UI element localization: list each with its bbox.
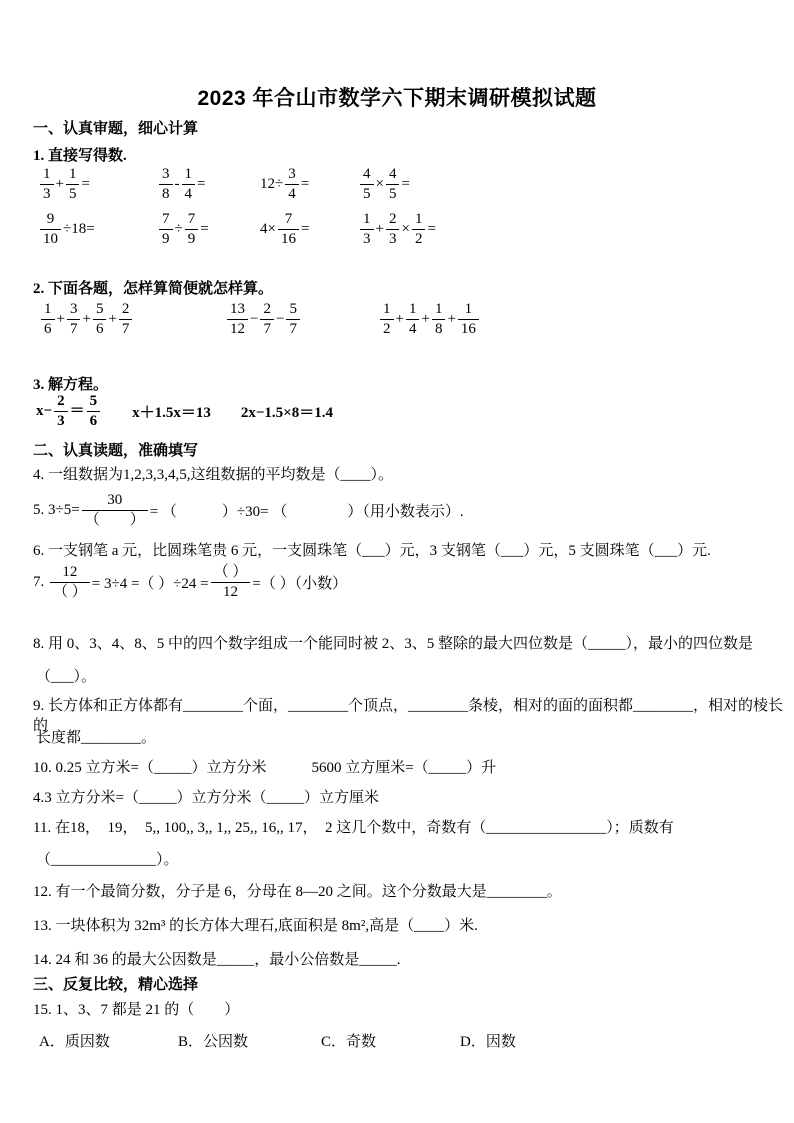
q2-label: 2. 下面各题，怎样算简便就怎样算。: [33, 281, 274, 297]
q15-option-d: D．因数: [460, 1034, 516, 1050]
q15-option-a: A．质因数: [39, 1034, 110, 1050]
q4-text: 4. 一组数据为1,2,3,3,4,5,这组数据的平均数是（____）。: [33, 467, 394, 483]
q1-expr-6: $\frac{7}{9}$ ÷ $\frac{7}{9}$ =: [157, 211, 260, 249]
q3-equation-3: 2x−1.5×8＝1.4: [240, 405, 333, 422]
q11-line-1: 11. 在18， 19， 5,, 100,, 3,, 1,, 25,, 16,, 17， 2 这几个数中，奇数有（________________）；质数有: [33, 820, 674, 836]
q1-expr-8: $\frac{1}{3}$ + $\frac{2}{3}$ × $\frac{1}{2}$ =: [358, 211, 436, 249]
q1-expr-3: 12÷ $\frac{3}{4}$ =: [260, 166, 310, 203]
q1-expr-1: $\frac{1}{3}$ + $\frac{1}{5}$ =: [38, 166, 157, 204]
q7-text: 7. $\frac{12}{( )}$ = 3÷4 =（ ）÷24 = $\frac{( )}{12}$ =（ ）（小数）: [33, 564, 348, 601]
q6-text: 6. 一支钢笔 a 元，比圆珠笔贵 6 元，一支圆珠笔（___）元，3 支钢笔（___）元，5 支圆珠笔（___）元.: [33, 543, 711, 559]
section-3-heading: 三、反复比较，精心选择: [33, 977, 199, 993]
q1-expr-7: 4× $\frac{7}{16}$ =: [260, 211, 310, 248]
q10-line-1: 10. 0.25 立方米=（_____）立方分米 5600 立方厘米=（_____）升: [33, 760, 497, 776]
q1-row-2: [38, 211, 436, 249]
q2-row: [39, 301, 481, 339]
q14-text: 14. 24 和 36 的最大公因数是_____，最小公倍数是_____.: [33, 952, 401, 968]
section-2-heading: 二、认真读题，准确填写: [33, 443, 199, 459]
q1-row-1: [38, 166, 410, 204]
q3-row: [36, 393, 363, 431]
q15-option-c: C．奇数: [321, 1034, 377, 1050]
q9-line-2: 长度都________。: [36, 730, 157, 746]
q3-equation-1: x− $\frac{2}{3}$ ＝ $\frac{5}{6}$: [36, 393, 102, 431]
q9-line-1: 9. 长方体和正方体都有________个面，________个顶点，________条棱，相对的面的面积都________，相对的棱长的: [33, 698, 784, 735]
q15-option-b: B．公因数: [178, 1034, 249, 1050]
q5-text: 5. 3÷5= $\frac{30}{( )}$ = （ ）÷30= （ ）（用小数表示）.: [33, 492, 464, 529]
q12-text: 12. 有一个最简分数，分子是 6，分母在 8—20 之间。这个分数最大是________。: [33, 884, 562, 900]
q15-text: 15. 1、3、7 都是 21 的（ ）: [33, 1002, 240, 1018]
q3-label: 3. 解方程。: [33, 377, 109, 393]
q11-line-2: （______________）。: [36, 852, 179, 868]
q13-text: 13. 一块体积为 32m³ 的长方体大理石,底面积是 8m²,高是（____）米.: [33, 918, 478, 934]
section-1-heading: 一、认真审题，细心计算: [33, 121, 199, 137]
q2-expr-2: $\frac{13}{12}$ − $\frac{2}{7}$ − $\frac{5}{7}$: [225, 301, 378, 339]
q1-expr-5: $\frac{9}{10}$ ÷18=: [38, 211, 157, 249]
q1-label: 1. 直接写得数.: [33, 148, 127, 164]
q3-equation-2: x＋1.5x＝13: [132, 405, 211, 422]
q10-line-2: 4.3 立方分米=（_____）立方分米（_____）立方厘米: [33, 790, 379, 806]
q1-expr-4: $\frac{4}{5}$ × $\frac{4}{5}$ =: [358, 166, 410, 204]
q2-expr-1: $\frac{1}{6}$ + $\frac{3}{7}$ + $\frac{5}{6}$ + $\frac{2}{7}$: [39, 301, 225, 339]
q8-line-2: （___）。: [36, 669, 97, 685]
q8-line-1: 8. 用 0、3、4、8、5 中的四个数字组成一个能同时被 2、3、5 整除的最大四位数是（_____），最小的四位数是: [33, 636, 754, 652]
q2-expr-3: $\frac{1}{2}$ + $\frac{1}{4}$ + $\frac{1}{8}$ + $\frac{1}{16}$: [378, 301, 481, 339]
q1-expr-2: $\frac{3}{8}$ - $\frac{1}{4}$ =: [157, 166, 260, 204]
page-title: 2023 年合山市数学六下期末调研模拟试题: [197, 87, 597, 110]
